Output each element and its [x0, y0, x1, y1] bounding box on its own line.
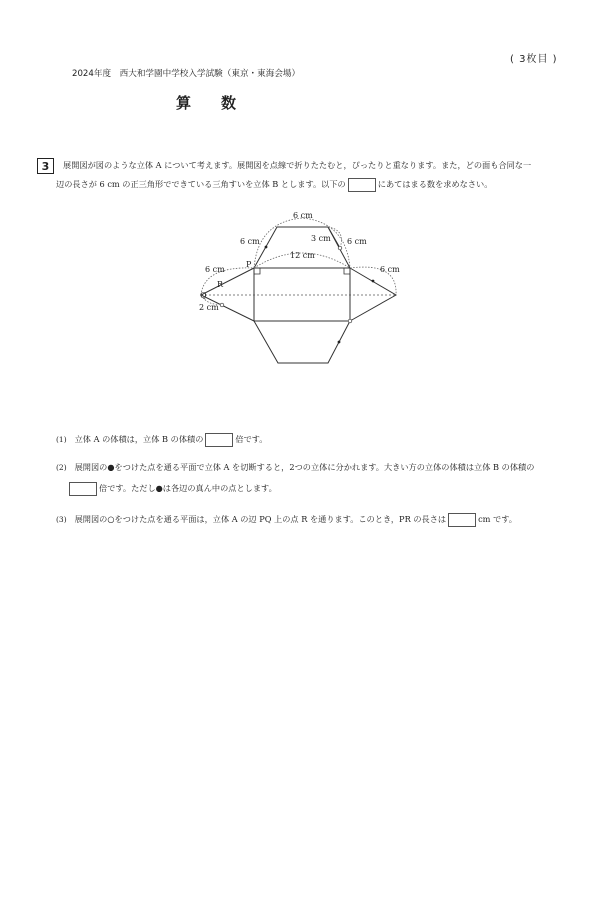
subject-title: 算数 — [176, 94, 267, 112]
exam-title: 2024年度 西大和学園中学校入学試験（東京・東海会場） — [72, 69, 301, 79]
hollow-point — [220, 303, 224, 307]
bottom-trapezoid — [254, 321, 350, 363]
left-triangle — [201, 268, 254, 321]
problem-number: 3 — [37, 158, 54, 174]
intro-text-before: 辺の長さが 6 cm の正三角形でできている三角すいを立体 B とします。以下の — [56, 179, 346, 189]
problem-intro-line1: 展開図が図のような立体 A について考えます。展開図を点線で折りたたむと，ぴったりと重なります。また，どの面も合同な一 — [63, 160, 532, 170]
question-2-label: (2) — [56, 463, 67, 472]
center-rectangle — [254, 268, 350, 321]
sheet-number: ( 3枚目 ) — [510, 54, 558, 65]
label-upper-left: 6 cm — [240, 237, 260, 246]
midpoint-dot — [372, 280, 375, 283]
label-2cm: 2 cm — [199, 303, 219, 312]
label-point-p: P — [246, 260, 252, 269]
question-3-label: (3) — [56, 515, 67, 524]
question-1 — [56, 433, 268, 447]
right-triangle — [350, 268, 396, 321]
label-top: 6 cm — [293, 211, 313, 220]
label-left: 6 cm — [205, 265, 225, 274]
hollow-point — [348, 319, 352, 323]
label-right: 6 cm — [380, 265, 400, 274]
question-1-tail: 倍です。 — [235, 434, 268, 444]
question-3-text: 展開図の○をつけた点を通る平面は，立体 A の辺 PQ 上の点 R を通ります。このとき，PR の長さは — [74, 514, 447, 524]
question-3 — [56, 513, 517, 527]
midpoint-dot — [338, 341, 341, 344]
hollow-point — [338, 246, 342, 250]
label-upper-right: 6 cm — [347, 237, 367, 246]
question-1-label: (1) — [56, 435, 67, 444]
midpoint-dot — [265, 246, 268, 249]
question-1-text: 立体 A の体積は，立体 B の体積の — [74, 434, 204, 444]
top-trapezoid — [254, 227, 350, 268]
answer-box-2[interactable] — [69, 482, 97, 496]
label-3cm: 3 cm — [311, 234, 331, 243]
label-12cm: 12 cm — [290, 251, 315, 260]
label-point-r: R — [217, 280, 224, 289]
label-point-q: Q — [200, 291, 207, 300]
question-2-tail: 倍です。ただし●は各辺の真ん中の点とします。 — [99, 483, 277, 493]
answer-box-1[interactable] — [205, 433, 233, 447]
answer-box-3[interactable] — [448, 513, 476, 527]
question-2-text: 展開図の●をつけた点を通る平面で立体 A を切断すると，2つの立体に分かれます。大きい方の立体の体積は立体 B の体積の — [74, 462, 535, 472]
question-3-tail: cm です。 — [478, 514, 517, 524]
question-2 — [56, 462, 534, 473]
question-2-line2 — [67, 482, 277, 496]
intro-text-after: にあてはまる数を求めなさい。 — [377, 179, 493, 189]
